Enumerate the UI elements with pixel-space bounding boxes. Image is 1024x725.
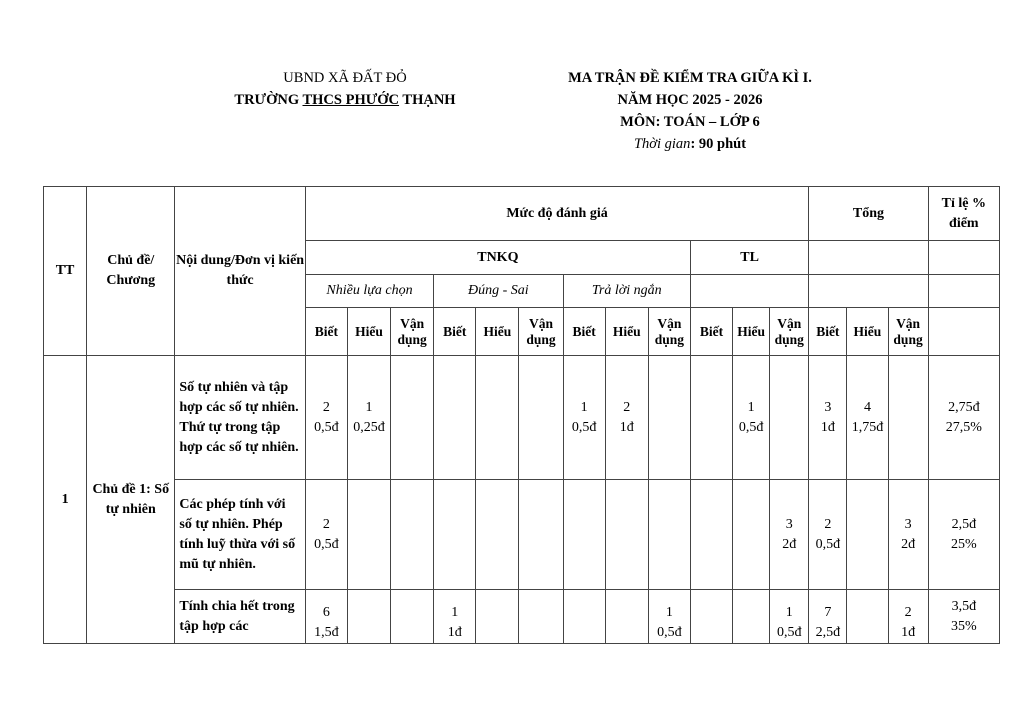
score-cell [347, 590, 390, 644]
score-cell [563, 590, 605, 644]
level-ratio-blank [928, 308, 999, 356]
score-cell [476, 590, 519, 644]
score-value: 1,75đ [851, 419, 884, 435]
question-count: 2 [322, 516, 330, 532]
score-cell [733, 590, 770, 644]
header-total: Tổng [809, 187, 928, 241]
school-suffix: THẠNH [399, 92, 456, 108]
question-count: 1 [451, 605, 459, 620]
score-cell [690, 590, 732, 644]
level-biet: Biết [690, 308, 732, 356]
score-value: 0,5đ [314, 536, 339, 552]
score-cell [809, 590, 847, 644]
table-row [44, 356, 1000, 480]
score-cell [648, 356, 690, 480]
score-cell [888, 590, 928, 644]
doc-title: MA TRẬN ĐỀ KIỂM TRA GIỮA KÌ I. [568, 70, 812, 86]
ratio-percent: 25% [950, 536, 977, 552]
score-cell [434, 356, 476, 480]
score-cell [809, 480, 847, 590]
header-chapter: Chủ đề/ Chương [87, 187, 175, 356]
content-cell: Các phép tính với số tự nhiên. Phép tính luỹ thừa với số mũ tự nhiên. [175, 480, 305, 590]
level-biet: Biết [563, 308, 605, 356]
score-cell [476, 356, 519, 480]
level-hieu: Hiểu [733, 308, 770, 356]
score-cell [347, 480, 390, 590]
level-vandung: Vận dụng [391, 308, 434, 356]
score-cell [770, 590, 809, 644]
score-value: 0,5đ [815, 536, 841, 552]
score-value: 1đ [820, 419, 835, 435]
content-cell: Tính chia hết trong tập hợp các [175, 590, 305, 644]
score-value: 0,5đ [571, 419, 597, 435]
ratio-cell [928, 590, 999, 644]
score-cell [391, 480, 434, 590]
header-ratio-blank2 [928, 275, 999, 308]
org-name: UBND XÃ ĐẤT ĐỎ [283, 70, 407, 86]
score-cell [847, 590, 888, 644]
question-count: 7 [824, 605, 832, 620]
exam-header [540, 67, 840, 155]
ratio-percent: 35% [950, 618, 977, 634]
score-cell [733, 356, 770, 480]
score-value: 0,5đ [738, 419, 764, 435]
level-biet: Biết [434, 308, 476, 356]
exam-time [540, 133, 840, 155]
school-mid: THCS PHƯỚC [302, 92, 400, 108]
question-count: 1 [580, 399, 588, 415]
question-count: 1 [665, 605, 673, 620]
score-cell [648, 590, 690, 644]
question-count: 6 [322, 605, 330, 620]
school-prefix: TRƯỜNG [234, 92, 303, 108]
header-total-blank2 [809, 275, 928, 308]
question-count: 2 [904, 605, 912, 620]
header-short-answer: Trả lời ngắn [563, 275, 690, 308]
score-value: 0,25đ [353, 419, 385, 435]
score-value: 0,5đ [657, 625, 682, 640]
score-cell [690, 356, 732, 480]
table-row [44, 590, 1000, 644]
score-cell [476, 480, 519, 590]
school-year: NĂM HỌC 2025 - 2026 [617, 92, 763, 108]
score-cell [434, 590, 476, 644]
table-row [44, 480, 1000, 590]
level-hieu: Hiểu [605, 308, 648, 356]
content-cell: Số tự nhiên và tập hợp các số tự nhiên. Thứ tự trong tập hợp các số tự nhiên. [175, 356, 305, 480]
score-cell [434, 480, 476, 590]
score-cell [605, 356, 648, 480]
level-biet: Biết [809, 308, 847, 356]
question-count: 3 [904, 516, 912, 532]
school-header [190, 67, 500, 111]
score-cell [847, 356, 888, 480]
ratio-percent: 27,5% [945, 419, 982, 435]
ratio-cell [928, 480, 999, 590]
subject: MÔN: TOÁN – LỚP 6 [620, 114, 760, 130]
question-count: 2 [824, 516, 832, 532]
school-name [190, 89, 500, 111]
score-cell [519, 590, 563, 644]
score-cell [305, 590, 347, 644]
level-vandung: Vận dụng [770, 308, 809, 356]
question-count: 1 [747, 399, 755, 415]
score-value: 2đ [901, 536, 916, 552]
score-cell [888, 480, 928, 590]
header-total-blank [809, 241, 928, 275]
question-count: 4 [863, 399, 871, 415]
score-cell [391, 356, 434, 480]
score-cell [305, 356, 347, 480]
score-cell [563, 356, 605, 480]
level-hieu: Hiểu [847, 308, 888, 356]
row-tt: 1 [44, 356, 87, 644]
level-vandung: Vận dụng [648, 308, 690, 356]
header-level: Mức độ đánh giá [305, 187, 808, 241]
score-cell [690, 480, 732, 590]
header-ratio-blank [928, 241, 999, 275]
header-tt: TT [44, 187, 87, 356]
question-count: 3 [824, 399, 832, 415]
score-value: 0,5đ [776, 625, 802, 640]
score-cell [305, 480, 347, 590]
score-value: 1đ [447, 625, 462, 640]
level-vandung: Vận dụng [519, 308, 563, 356]
question-count: 2 [623, 399, 631, 415]
header-multiple-choice: Nhiều lựa chọn [305, 275, 433, 308]
header-true-false: Đúng - Sai [434, 275, 563, 308]
score-value: 1đ [619, 419, 634, 435]
header-tl: TL [690, 241, 808, 275]
ratio-score: 2,5đ [951, 516, 977, 532]
score-cell [770, 480, 809, 590]
score-cell [809, 356, 847, 480]
header-ratio: Tỉ lệ % điểm [928, 187, 999, 241]
ratio-score: 2,75đ [948, 399, 980, 415]
score-cell [563, 480, 605, 590]
chapter-cell: Chủ đề 1: Số tự nhiên [87, 356, 175, 644]
score-value: 1đ [901, 625, 916, 640]
ratio-cell [928, 356, 999, 480]
score-cell [391, 590, 434, 644]
score-cell [605, 590, 648, 644]
assessment-matrix-table [43, 186, 1000, 644]
score-value: 1,5đ [314, 625, 339, 640]
time-value: : 90 phút [690, 136, 747, 152]
score-value: 2,5đ [815, 625, 841, 640]
level-biet: Biết [305, 308, 347, 356]
header-tl-blank [690, 275, 808, 308]
score-cell [770, 356, 809, 480]
score-value: 0,5đ [314, 419, 339, 435]
score-cell [888, 356, 928, 480]
question-count: 3 [785, 516, 793, 532]
score-cell [519, 356, 563, 480]
ratio-score: 3,5đ [951, 598, 977, 614]
level-hieu: Hiểu [347, 308, 390, 356]
question-count: 1 [785, 605, 793, 620]
question-count: 2 [322, 399, 330, 415]
level-vandung: Vận dụng [888, 308, 928, 356]
header-content: Nội dung/Đơn vị kiến thức [175, 187, 305, 356]
score-cell [648, 480, 690, 590]
level-hieu: Hiểu [476, 308, 519, 356]
score-cell [347, 356, 390, 480]
time-label: Thời gian [633, 136, 691, 152]
score-cell [733, 480, 770, 590]
question-count: 1 [365, 399, 373, 415]
score-value: 2đ [782, 536, 797, 552]
score-cell [519, 480, 563, 590]
score-cell [847, 480, 888, 590]
header-tnkq: TNKQ [305, 241, 690, 275]
score-cell [605, 480, 648, 590]
